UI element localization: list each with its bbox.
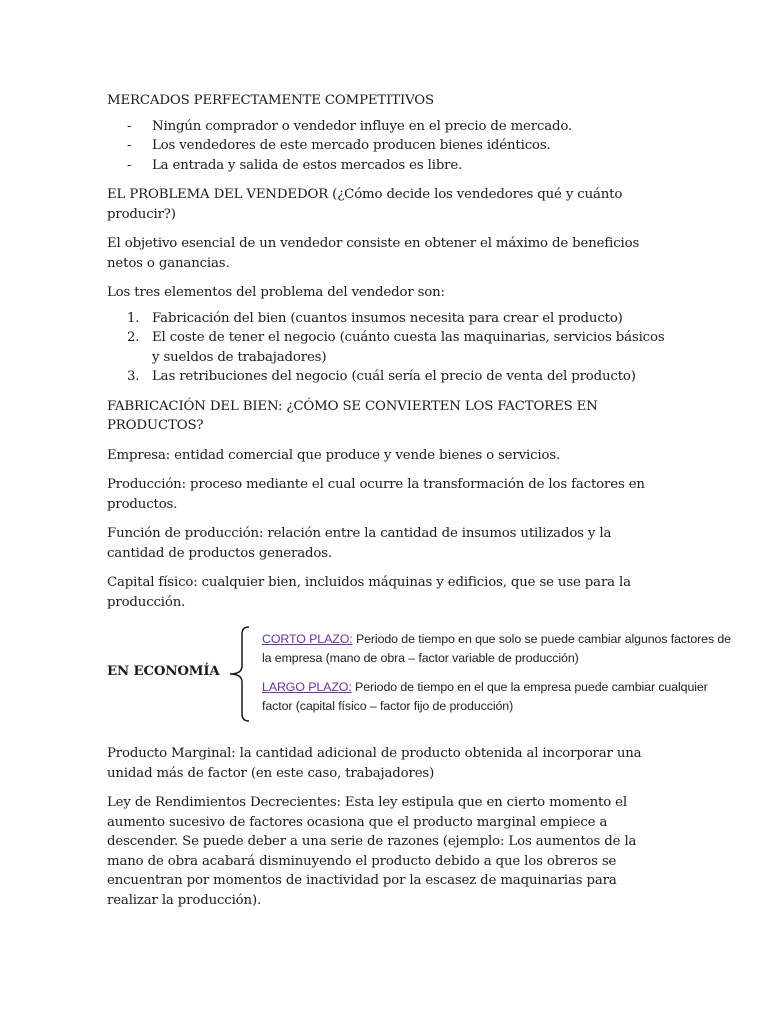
list-item bbox=[107, 117, 667, 137]
heading-fabricacion: FABRICACIÓN DEL BIEN: ¿CÓMO SE CONVIERTEN LOS FACTORES EN PRODUCTOS? bbox=[107, 398, 598, 433]
list-item bbox=[107, 309, 667, 329]
document-page bbox=[107, 91, 731, 920]
definition-text: Periodo de tiempo en el que la empresa puede cambiar cualquier factor (capital físico – factor fijo de producción) bbox=[262, 680, 708, 713]
paragraph-tres-elementos: Los tres elementos del problema del vendedor son: bbox=[107, 285, 445, 300]
list-item bbox=[107, 136, 667, 156]
term-corto-plazo: CORTO PLAZO: bbox=[262, 632, 353, 646]
number-marker: 3. bbox=[127, 369, 140, 384]
diagram-label: EN ECONOMÍA bbox=[107, 664, 220, 679]
heading-mercados: MERCADOS PERFECTAMENTE COMPETITIVOS bbox=[107, 93, 434, 108]
plazo-definitions bbox=[262, 630, 732, 726]
economia-brace-diagram bbox=[107, 622, 731, 726]
paragraph-ley-rendimientos: Ley de Rendimientos Decrecientes: Esta ley estipula que en cierto momento el aumento sucesivo de factores ocasiona que el producto marginal empiece a descender. Se puede deber a una serie de razones (ejemplo: Los aumentos de la mano de obra acabará disminuyendo el producto debido a que los obreros se encuentran por momentos de inactividad por la escasez de maquinarias para realizar la producción). bbox=[107, 795, 637, 908]
list-item-text: Ningún comprador o vendedor influye en el precio de mercado. bbox=[152, 118, 573, 134]
heading-problema-vendedor: EL PROBLEMA DEL VENDEDOR (¿Cómo decide los vendedores qué y cuánto producir?) bbox=[107, 187, 623, 222]
curly-brace-icon bbox=[223, 626, 253, 722]
list-item-text: Los vendedores de este mercado producen bienes idénticos. bbox=[152, 138, 551, 153]
list-item-text: La entrada y salida de estos mercados es libre. bbox=[152, 157, 463, 173]
number-marker: 1. bbox=[127, 310, 140, 326]
paragraph-producto-marginal: Producto Marginal: la cantidad adicional de producto obtenida al incorporar una unidad más de factor (en este caso, trabajadores) bbox=[107, 746, 642, 781]
list-item bbox=[107, 156, 667, 176]
paragraph-objetivo: El objetivo esencial de un vendedor consiste en obtener el máximo de beneficios netos o ganancias. bbox=[107, 236, 640, 271]
list-item bbox=[107, 367, 667, 387]
bullet-marker: - bbox=[127, 138, 132, 153]
term-largo-plazo: LARGO PLAZO: bbox=[262, 680, 352, 694]
numbered-list-elementos bbox=[107, 309, 667, 387]
bullet-marker: - bbox=[127, 157, 132, 173]
paragraph-produccion: Producción: proceso mediante el cual ocurre la transformación de los factores en productos. bbox=[107, 477, 645, 512]
paragraph-empresa: Empresa: entidad comercial que produce y vende bienes o servicios. bbox=[107, 447, 561, 463]
paragraph-capital-fisico: Capital físico: cualquier bien, incluidos máquinas y edificios, que se use para la producción. bbox=[107, 575, 631, 610]
list-item-text: El coste de tener el negocio (cuánto cuesta las maquinarias, servicios básicos y sueldos de trabajadores) bbox=[152, 330, 665, 365]
definition-text: Periodo de tiempo en que solo se puede cambiar algunos factores de la empresa (mano de obra – factor variable de producción) bbox=[262, 632, 731, 665]
bullet-list-mercados bbox=[107, 117, 667, 176]
bullet-marker: - bbox=[127, 118, 132, 134]
definition-largo-plazo bbox=[262, 678, 732, 715]
list-item-text: Las retribuciones del negocio (cuál sería el precio de venta del producto) bbox=[152, 369, 636, 384]
list-item-text: Fabricación del bien (cuantos insumos necesita para crear el producto) bbox=[152, 310, 623, 326]
definition-corto-plazo bbox=[262, 630, 732, 667]
list-item bbox=[107, 328, 667, 367]
paragraph-funcion-produccion: Función de producción: relación entre la cantidad de insumos utilizados y la cantidad de productos generados. bbox=[107, 526, 612, 561]
number-marker: 2. bbox=[127, 330, 140, 345]
